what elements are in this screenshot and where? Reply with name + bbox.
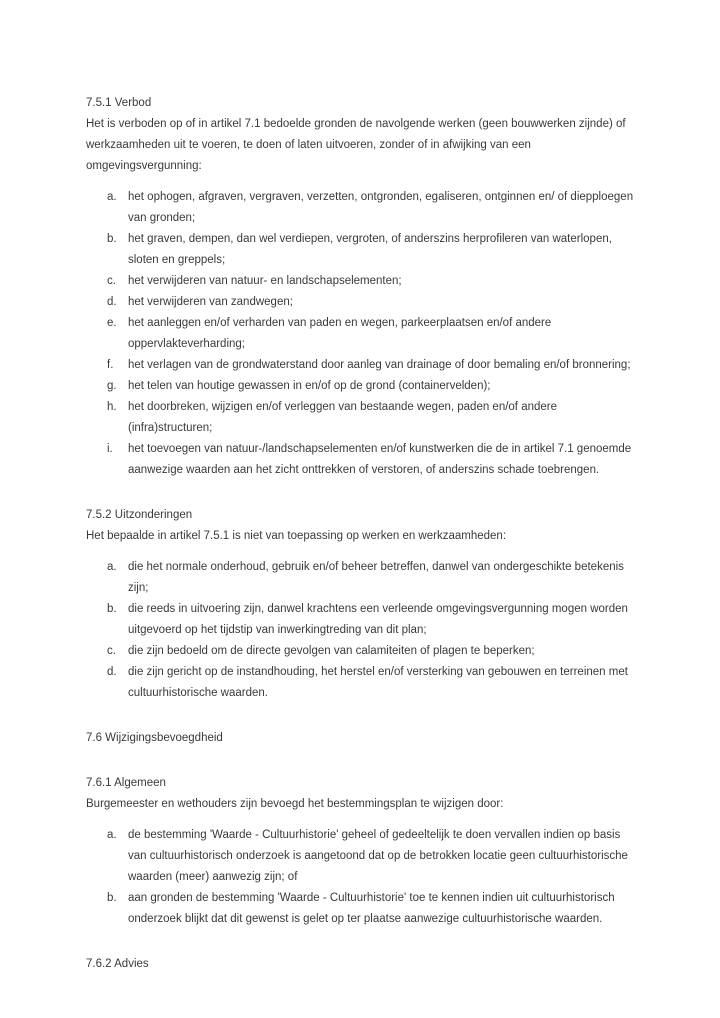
list-item-text: die reeds in uitvoering zijn, danwel krachtens een verleende omgevingsvergunning mogen worden uitgevoerd op het tijdstip van inwerkingtreding van dit plan; — [128, 603, 628, 636]
list-item — [86, 397, 642, 439]
list-item-marker: d. — [107, 296, 117, 308]
list-item-marker: f. — [107, 359, 114, 371]
list-item — [86, 376, 642, 397]
list-item — [86, 825, 642, 888]
section-intro: Het is verboden op of in artikel 7.1 bedoelde gronden de navolgende werken (geen bouwwerken zijnde) of werkzaamheden uit te voeren, te doen of laten uitvoeren, zonder of in afwijking van een omgevingsvergunning: — [86, 118, 626, 172]
list-item-marker: b. — [107, 603, 117, 615]
list-item — [86, 641, 642, 662]
list-item — [86, 599, 642, 641]
list-item-text: de bestemming 'Waarde - Cultuurhistorie' geheel of gedeeltelijk te doen vervallen indien op basis van cultuurhistorisch onderzoek is aangetoond dat op de betrokken locatie geen cultuurhistorische waarden (meer) aanwezig zijn; of — [128, 829, 628, 883]
section-heading: 7.5.1 Verbod — [86, 97, 152, 109]
list-item — [86, 313, 642, 355]
section-7-6-1-algemeen — [86, 773, 642, 930]
list-item-marker: d. — [107, 666, 117, 678]
list-item-marker: c. — [107, 275, 116, 287]
list-item-marker: e. — [107, 317, 117, 329]
list-item-text: het aanleggen en/of verharden van paden en wegen, parkeerplaatsen en/of andere oppervlakteverharding; — [128, 317, 552, 350]
list-item-text: die zijn gericht op de instandhouding, het herstel en/of versterking van gebouwen en terreinen met cultuurhistorische waarden. — [128, 666, 628, 699]
lettered-list — [86, 187, 642, 481]
list-item-marker: b. — [107, 892, 117, 904]
list-item — [86, 229, 642, 271]
list-item-marker: i. — [107, 443, 113, 455]
list-item-marker: a. — [107, 829, 117, 841]
section-heading: 7.5.2 Uitzonderingen — [86, 509, 193, 521]
list-item-marker: g. — [107, 380, 117, 392]
list-item-marker: b. — [107, 233, 117, 245]
section-heading: 7.6 Wijzigingsbevoegdheid — [86, 732, 223, 744]
lettered-list — [86, 825, 642, 930]
list-item-text: het ophogen, afgraven, vergraven, verzetten, ontgronden, egaliseren, ontginnen en/ of diepploegen van gronden; — [128, 191, 634, 224]
list-item-text: het doorbreken, wijzigen en/of verleggen van bestaande wegen, paden en/of andere (infra)structuren; — [128, 401, 558, 434]
list-item — [86, 557, 642, 599]
list-item-text: die zijn bedoeld om de directe gevolgen van calamiteiten of plagen te beperken; — [128, 645, 535, 657]
list-item — [86, 292, 642, 313]
list-item — [86, 888, 642, 930]
list-item-text: het toevoegen van natuur-/landschapselementen en/of kunstwerken die de in artikel 7.1 genoemde aanwezige waarden aan het zicht onttrekken of verstoren, of anderszins schade toebrengen. — [128, 443, 632, 476]
list-item — [86, 355, 642, 376]
list-item-marker: h. — [107, 401, 117, 413]
section-heading: 7.6.1 Algemeen — [86, 777, 166, 789]
list-item-marker: c. — [107, 645, 116, 657]
list-item — [86, 439, 642, 481]
section-heading: 7.6.2 Advies — [86, 958, 149, 970]
section-7-6-wijzigingsbevoegdheid — [86, 728, 642, 749]
section-7-5-1-verbod — [86, 93, 642, 481]
section-7-6-2-advies — [86, 954, 642, 975]
section-intro: Burgemeester en wethouders zijn bevoegd het bestemmingsplan te wijzigen door: — [86, 798, 504, 810]
list-item-marker: a. — [107, 561, 117, 573]
list-item — [86, 271, 642, 292]
list-item-text: het verwijderen van zandwegen; — [128, 296, 293, 308]
list-item-text: die het normale onderhoud, gebruik en/of beheer betreffen, danwel van ondergeschikte betekenis zijn; — [128, 561, 624, 594]
list-item-marker: a. — [107, 191, 117, 203]
list-item-text: aan gronden de bestemming 'Waarde - Cultuurhistorie' toe te kennen indien uit cultuurhistorisch onderzoek blijkt dat dit gewenst is gelet op ter plaatse aanwezige cultuurhistorische waarden. — [128, 892, 615, 925]
lettered-list — [86, 557, 642, 704]
list-item-text: het telen van houtige gewassen in en/of op de grond (containervelden); — [128, 380, 491, 392]
section-intro: Het bepaalde in artikel 7.5.1 is niet van toepassing op werken en werkzaamheden: — [86, 530, 507, 542]
list-item — [86, 662, 642, 704]
list-item-text: het graven, dempen, dan wel verdiepen, vergroten, of anderszins herprofileren van waterlopen, sloten en greppels; — [128, 233, 612, 266]
list-item-text: het verwijderen van natuur- en landschapselementen; — [128, 275, 402, 287]
section-7-5-2-uitzonderingen — [86, 505, 642, 704]
list-item-text: het verlagen van de grondwaterstand door aanleg van drainage of door bemaling en/of bronnering; — [128, 359, 631, 371]
list-item — [86, 187, 642, 229]
